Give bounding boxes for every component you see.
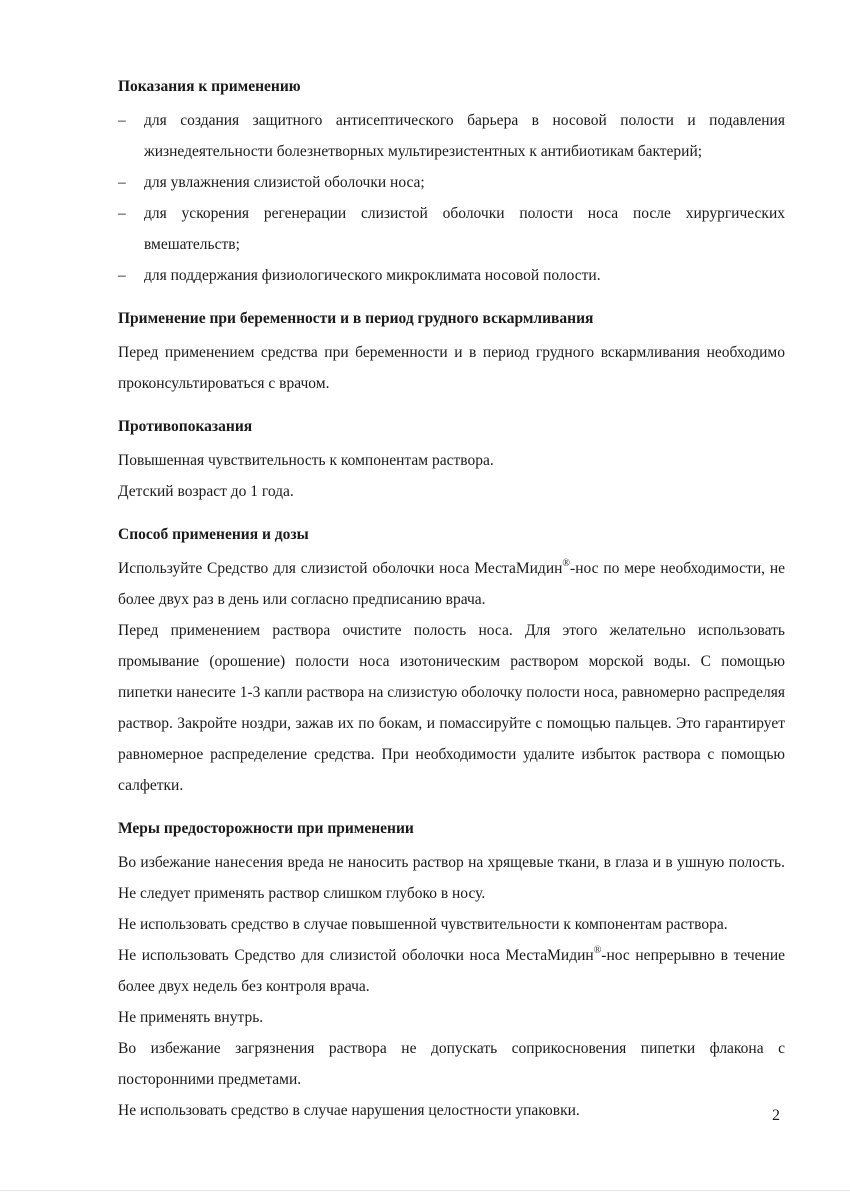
list-item-text: для ускорения регенерации слизистой оболочки полости носа после хирургических вмешательств; xyxy=(144,205,785,253)
section-indications xyxy=(118,77,785,291)
indications-list xyxy=(118,105,785,291)
dosage-text: Используйте Средство для слизистой оболочки носа МестаМидин xyxy=(118,560,563,577)
section-title-dosage: Способ применения и дозы xyxy=(118,526,309,543)
dash-bullet: – xyxy=(118,174,126,191)
page-number: 2 xyxy=(772,1107,780,1124)
section-contraindications xyxy=(118,417,785,507)
list-item xyxy=(118,260,785,291)
list-item xyxy=(118,105,785,167)
dash-bullet: – xyxy=(118,205,126,222)
list-item-text: для поддержания физиологического микроклимата носовой полости. xyxy=(144,267,601,284)
precaution-paragraph: Во избежание нанесения вреда не наносить раствор на хрящевые ткани, в глаза и в ушную полость. Не следует применять раствор слишком глубоко в носу. xyxy=(118,854,785,902)
dosage-paragraph xyxy=(118,553,785,615)
section-pregnancy xyxy=(118,309,785,399)
precaution-paragraph: Не использовать средство в случае нарушения целостности упаковки. xyxy=(118,1102,580,1119)
pregnancy-paragraph: Перед применением средства при беременности и в период грудного вскармливания необходимо проконсультироваться с врачом. xyxy=(118,344,785,392)
dash-bullet: – xyxy=(118,267,126,284)
list-item xyxy=(118,198,785,260)
precaution-paragraph: Во избежание загрязнения раствора не допускать соприкосновения пипетки флакона с посторонними предметами. xyxy=(118,1040,785,1088)
precaution-paragraph: Не использовать средство в случае повышенной чувствительности к компонентам раствора. xyxy=(118,916,728,933)
precaution-text: -нос непрерывно в течение более двух недель без контроля врача. xyxy=(118,947,785,995)
document-body xyxy=(118,77,785,1144)
dosage-text: -нос по мере необходимости, не более двух раз в день или согласно предписанию врача. xyxy=(118,560,785,608)
scan-edge-divider xyxy=(0,1190,850,1191)
dash-bullet: – xyxy=(118,112,126,129)
contraindication-paragraph: Повышенная чувствительность к компонентам раствора. xyxy=(118,452,494,469)
precaution-paragraph xyxy=(118,940,785,1002)
list-item xyxy=(118,167,785,198)
contraindication-paragraph: Детский возраст до 1 года. xyxy=(118,483,294,500)
section-title-indications: Показания к применению xyxy=(118,78,301,95)
precaution-paragraph: Не применять внутрь. xyxy=(118,1009,264,1026)
section-dosage xyxy=(118,525,785,801)
registered-mark: ® xyxy=(593,944,602,956)
section-title-pregnancy: Применение при беременности и в период грудного вскармливания xyxy=(118,310,594,327)
section-title-contraindications: Противопоказания xyxy=(118,418,253,435)
section-title-precautions: Меры предосторожности при применении xyxy=(118,820,414,837)
section-precautions xyxy=(118,819,785,1126)
dosage-paragraph: Перед применением раствора очистите полость носа. Для этого желательно использовать промывание (орошение) полости носа изотоническим раствором морской воды. С помощью пипетки нанесите 1-3 капли раствора на слизистую оболочку полости носа, равномерно распределяя раствор. Закройте ноздри, зажав их по бокам, и помассируйте с помощью пальцев. Это гарантирует равномерное распределение средства. При необходимости удалите избыток раствора с помощью салфетки. xyxy=(118,622,785,794)
list-item-text: для создания защитного антисептического барьера в носовой полости и подавления жизнедеятельности болезнетворных мультирезистентных к антибиотикам бактерий; xyxy=(144,112,785,160)
registered-mark: ® xyxy=(562,557,571,569)
precaution-text: Не использовать Средство для слизистой оболочки носа МестаМидин xyxy=(118,947,594,964)
list-item-text: для увлажнения слизистой оболочки носа; xyxy=(144,174,425,191)
